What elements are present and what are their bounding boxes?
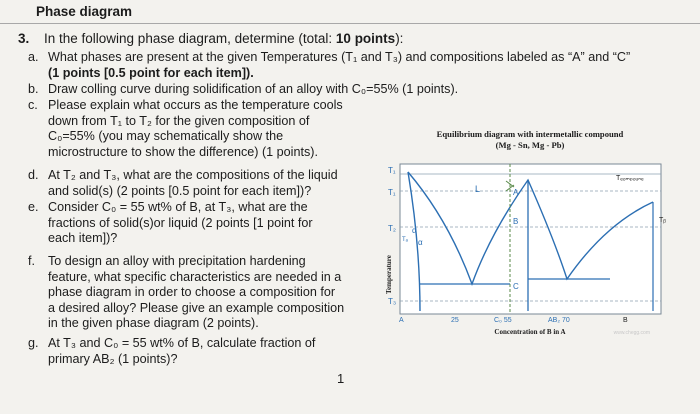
temp-label-t3: T₃ bbox=[388, 297, 397, 306]
header-divider bbox=[0, 23, 700, 24]
intro-total-points: 10 points bbox=[335, 31, 396, 46]
liquid-phase-label: L bbox=[475, 184, 481, 194]
item-line: down from T₁ to T₂ for the given composition of bbox=[48, 113, 310, 128]
item-line: fractions of solid(s)or liquid (2 points [1 point for bbox=[48, 215, 313, 230]
item-line: At T₃ and C₀ = 55 wt% of B, calculate fraction of bbox=[48, 336, 316, 350]
point-label-c: C bbox=[513, 282, 519, 291]
item-line: Consider C₀ = 55 wt% of B, at T₃, what are the bbox=[48, 200, 308, 214]
intro-text-a: In the following phase diagram, determine (total: bbox=[44, 31, 336, 46]
item-marker: a. bbox=[28, 50, 39, 64]
item-text bbox=[48, 336, 315, 367]
item-text bbox=[48, 98, 343, 160]
temp-label-t2: T₂ bbox=[388, 224, 396, 233]
item-line: To design an alloy with precipitation hardening bbox=[48, 254, 306, 268]
item-line: At T₂ and T₃, what are the compositions of the liquid bbox=[48, 168, 338, 182]
compound-melting-label: Tₑₒₘₚₒᵤₙₑ bbox=[616, 175, 644, 182]
alpha-melting-label: Tₐ bbox=[402, 237, 408, 243]
item-marker: e. bbox=[28, 200, 39, 214]
item-line: primary AB₂ (1 points)? bbox=[48, 351, 178, 366]
x-tick-25: 25 bbox=[451, 317, 459, 324]
item-marker: b. bbox=[28, 82, 39, 96]
temp-label-t1: T₁ bbox=[388, 188, 396, 197]
question-number: 3. bbox=[18, 31, 30, 46]
alpha-phase-label-1: α bbox=[412, 226, 417, 235]
item-marker: f. bbox=[28, 254, 35, 268]
item-text bbox=[48, 50, 630, 81]
item-line: and solid(s) (2 points [0.5 point for each item])? bbox=[48, 183, 312, 198]
item-line: each item])? bbox=[48, 231, 118, 246]
x-tick-a: A bbox=[399, 317, 404, 324]
item-text bbox=[48, 82, 458, 98]
item-text bbox=[48, 200, 313, 247]
item-line: a desired alloy? Please give an example composition bbox=[48, 300, 345, 315]
watermark: www.chegg.com bbox=[613, 330, 650, 336]
x-tick-ab2: AB₂ 70 bbox=[548, 317, 570, 324]
x-axis-label: Concentration of B in A bbox=[494, 328, 566, 336]
item-line: phase diagram in order to choose a composition for bbox=[48, 285, 336, 300]
point-label-a: A bbox=[513, 188, 519, 197]
point-label-b: B bbox=[513, 217, 519, 226]
item-line: (1 points [0.5 point for each item]). bbox=[48, 65, 254, 80]
temp-label-t1-top: T₁ bbox=[388, 166, 396, 175]
item-line: What phases are present at the given Temperatures (T₁ and T₃) and compositions labeled as “A” and “C” bbox=[48, 50, 631, 64]
alpha-phase-label-2: α bbox=[418, 238, 423, 247]
y-axis-label: Temperature bbox=[385, 255, 393, 294]
item-marker: d. bbox=[28, 168, 39, 182]
item-text bbox=[48, 254, 344, 332]
item-marker: g. bbox=[28, 336, 39, 350]
intro-text-c: ): bbox=[395, 31, 404, 46]
b-melting-label: Tᵦ bbox=[659, 217, 666, 224]
question-intro bbox=[44, 31, 694, 46]
x-tick-b: B bbox=[623, 317, 628, 324]
item-line: microstructure to show the difference) (1 points). bbox=[48, 144, 318, 159]
page-title: Phase diagram bbox=[36, 4, 133, 19]
item-line: C₀=55% (you may schematically show the bbox=[48, 129, 284, 144]
item-text bbox=[48, 168, 338, 199]
item-line: feature, what specific characteristics are needed in a bbox=[48, 269, 342, 284]
phase-diagram-figure bbox=[380, 124, 680, 344]
x-tick-c0: C₀ 55 bbox=[494, 317, 512, 324]
item-marker: c. bbox=[28, 98, 38, 112]
item-line: Please explain what occurs as the temperature cools bbox=[48, 98, 343, 112]
phase-diagram-svg bbox=[380, 124, 680, 344]
figure-subtitle: (Mg - Sn, Mg - Pb) bbox=[495, 140, 565, 150]
page-number: 1 bbox=[337, 371, 345, 386]
item-line: in the given phase diagram (2 points). bbox=[48, 316, 259, 331]
item-line: Draw colling curve during solidification of an alloy with C₀=55% (1 points). bbox=[48, 82, 459, 96]
figure-title: Equilibrium diagram with intermetallic compound bbox=[436, 129, 624, 139]
